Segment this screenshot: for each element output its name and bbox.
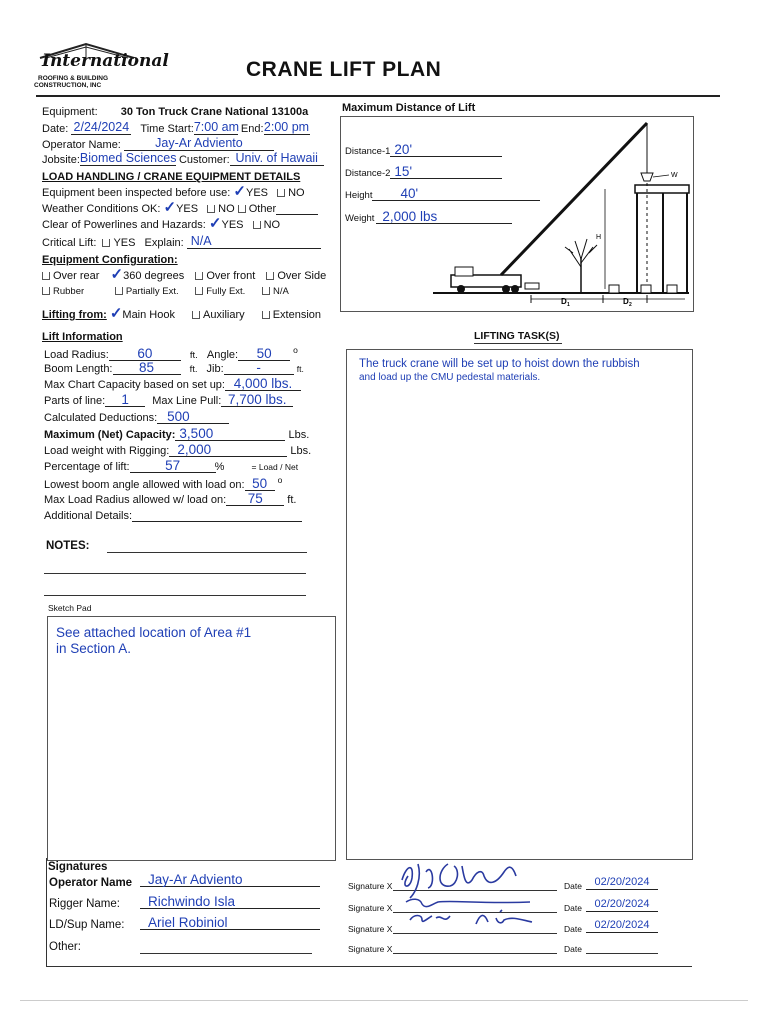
lifting-task-box[interactable] [346,349,693,860]
max-chart-row: Max Chart Capacity based on set up: 4,000 lbs. [44,377,301,391]
load-radius-value: 60 [109,347,181,361]
date-line-4[interactable] [586,953,658,954]
operator-name-value: Jay-Ar Adviento [124,137,274,151]
additional-line[interactable] [132,521,302,522]
critical-yes: YES [113,237,136,249]
height-value: 40' [372,187,540,201]
logo-line1: ROOFING & BUILDING [38,75,109,82]
checkbox-icon[interactable] [42,287,50,295]
config-over-front: Over front [206,270,256,282]
load-radius-row: Load Radius: 60 ft. Angle: 50 $^o$ [44,345,298,361]
weight-row: Weight 2,000 lbs [345,210,512,224]
notes-label: NOTES: [46,540,90,552]
distance1-row: Distance-1 20' [345,143,502,157]
date-label: Date: [42,123,69,135]
lowest-angle-value: 50 [245,477,275,491]
notes-line-3[interactable] [44,595,306,596]
company-logo [30,42,169,94]
checkbox-icon[interactable] [262,311,270,319]
checkbox-icon[interactable] [195,272,203,280]
max-pull-value: 7,700 lbs. [221,393,293,407]
weather-row [42,199,318,216]
checkbox-icon[interactable] [266,272,274,280]
date-label-4: Date [564,944,582,954]
time-start-value: 7:00 am [193,120,239,134]
checkbox-icon[interactable] [262,287,270,295]
signature-label-4: Signature X [348,944,393,954]
crane-diagram-box [340,116,694,312]
powerlines-yes: YES [221,219,244,231]
lifting-main-hook: Main Hook [122,309,175,321]
date-label-3: Date [564,924,582,934]
check-mark-icon: ✓ [233,183,246,200]
net-capacity-row: Maximum (Net) Capacity: 3,500 Lbs. [44,426,310,441]
jib-value: - [224,361,294,375]
jobsite-value: Biomed Sciences [79,151,177,165]
boom-length-value: 85 [113,361,181,375]
jobsite-row [42,152,324,166]
lifting-task-line-1: The truck crane will be set up to hoist down the rubbish [359,358,640,370]
ldsup-sig-name: Ariel Robiniol [140,916,320,930]
time-end-label: End: [240,123,264,135]
rigger-sig-label: Rigger Name: [49,898,120,910]
sketch-pad-label: Sketch Pad [48,603,92,613]
checkbox-icon[interactable] [115,287,123,295]
date-label-1: Date [564,881,582,891]
config-row1 [42,266,327,283]
checkbox-icon[interactable] [238,205,246,213]
powerlines-row [42,215,281,232]
percentage-value: 57 [130,459,216,473]
explain-value: N/A [187,235,321,249]
distance1-value: 20' [390,143,502,157]
inspected-no: NO [288,187,305,199]
check-mark-icon: ✓ [208,215,222,232]
check-mark-icon: ✓ [109,305,123,322]
sig-date-3: 02/20/2024 [586,919,658,933]
checkbox-icon[interactable] [277,189,285,197]
checkbox-icon[interactable] [42,272,50,280]
signatures-heading: Signatures [48,861,108,873]
operator-sig-label: Operator Name [49,877,133,889]
config-row2 [42,286,289,297]
powerlines-label: Clear of Powerlines and Hazards: [42,219,206,231]
operator-sig-name: Jay-Ar Adviento [140,873,320,887]
ldsup-sig-label: LD/Sup Name: [49,919,125,931]
checkbox-icon[interactable] [207,205,215,213]
customer-value: Univ. of Hawaii [230,152,324,166]
deductions-row: Calculated Deductions: 500 [44,410,229,424]
inspected-label: Equipment been inspected before use: [42,187,231,199]
inspected-row [42,183,305,200]
weight-value: 2,000 lbs [376,210,512,224]
lifting-from-label: Lifting from: [42,309,107,321]
max-radius-row: Max Load Radius allowed w/ load on: 75 ft. [44,491,297,506]
percentage-row: Percentage of lift: 57 % = Load / Net [44,458,299,473]
title-rule [36,95,720,97]
max-distance-heading: Maximum Distance of Lift [342,102,476,114]
lifting-auxiliary: Auxiliary [203,309,245,321]
sketch-pad[interactable] [47,616,336,861]
signature-line-4[interactable] [393,953,557,954]
checkbox-icon[interactable] [192,311,200,319]
page-title: CRANE LIFT PLAN [246,58,442,81]
rigger-sig-name: Richwindo Isla [140,895,320,909]
diagram-w-label: W [671,172,678,179]
load-handling-heading: LOAD HANDLING / CRANE EQUIPMENT DETAILS [42,171,301,183]
check-mark-icon: ✓ [163,199,177,216]
checkbox-icon[interactable] [102,239,110,247]
distance2-value: 15' [390,165,502,179]
boom-length-row: Boom Length: 85 ft. Jib: - ft. [44,360,304,375]
explain-label: Explain: [144,237,184,249]
equipment-value: 30 Ton Truck Crane National 13100a [120,106,309,118]
signatures-left-border [46,858,47,966]
powerlines-no: NO [263,219,281,231]
signature-label-3: Signature X [348,924,393,934]
customer-label: Customer: [178,154,230,166]
signature-scribbles [392,858,572,938]
inspected-yes: YES [246,187,269,199]
sig-date-1: 02/20/2024 [586,876,658,890]
time-end-value: 2:00 pm [263,120,310,134]
diagram-h-label: H [596,234,602,241]
time-start-label: Time Start: [140,123,194,135]
net-capacity-value: 3,500 [175,427,285,441]
sketch-text-1: See attached location of Area #1 [56,625,252,640]
weather-other: Other [248,203,277,215]
weather-yes: YES [176,203,199,215]
date-value: 2/24/2024 [71,121,131,135]
equipment-label: Equipment: [42,106,98,118]
notes-line-1[interactable] [107,552,307,553]
lifting-extension: Extension [272,309,321,321]
weather-label: Weather Conditions OK: [42,203,161,215]
deductions-value: 500 [157,410,229,424]
signatures-rule [46,966,692,967]
operator-row [42,137,274,151]
critical-label: Critical Lift: [42,237,97,249]
diagram-d2-subscript: 2 [629,302,632,308]
parts-value: 1 [105,393,145,407]
logo-script: International [42,51,169,71]
lifting-from-row [42,305,321,322]
lowest-angle-row: Lowest boom angle allowed with load on: 50 $^o$ [44,475,283,491]
weather-no: NO [218,203,235,215]
operator-name-label: Operator Name: [42,139,121,151]
weather-other-line[interactable] [276,214,318,215]
config-rubber: Rubber [53,286,85,297]
max-radius-value: 75 [226,492,284,506]
additional-row: Additional Details: [44,510,302,522]
sketch-text-2: in Section A. [56,641,132,656]
lift-info-heading: Lift Information [42,331,123,343]
sig-date-2: 02/20/2024 [586,898,658,912]
checkbox-icon[interactable] [253,221,261,229]
crane-illustration [341,117,691,309]
date-row [42,121,310,135]
config-360: 360 degrees [123,270,185,282]
config-over-rear: Over rear [53,270,100,282]
diagram-d1-subscript: 1 [567,302,570,308]
config-over-side: Over Side [277,270,327,282]
lifting-task-line-2: and load up the CMU pedestal materials. [359,372,541,383]
lifting-task-heading: LIFTING TASK(S) [474,330,560,342]
parts-row: Parts of line: 1 Max Line Pull: 7,700 lbs. [44,393,293,407]
critical-row [42,235,321,249]
max-chart-value: 4,000 lbs. [225,377,301,391]
jobsite-label: Jobsite: [42,154,80,166]
load-weight-row: Load weight with Rigging: 2,000 Lbs. [44,442,312,457]
notes-line-2[interactable] [44,573,306,574]
signature-label-1: Signature X [348,881,393,891]
angle-value: 50 [238,347,290,361]
other-sig-line[interactable] [140,953,312,954]
date-label-2: Date [564,903,582,913]
config-na: N/A [272,286,289,297]
config-fully: Fully Ext. [206,286,246,297]
checkbox-icon[interactable] [195,287,203,295]
load-weight-value: 2,000 [169,443,287,457]
config-partially: Partially Ext. [125,286,179,297]
height-row: Height 40' [345,187,540,201]
page-bottom-rule [20,1000,748,1001]
diagram-d1-label: D [561,297,567,306]
check-mark-icon: ✓ [110,266,124,283]
lifting-task-underline [474,343,562,344]
equipment-row [42,106,308,118]
config-heading: Equipment Configuration: [42,254,178,266]
other-sig-label: Other: [49,941,81,953]
logo-line2: CONSTRUCTION, INC [34,82,102,89]
signature-label-2: Signature X [348,903,393,913]
distance2-row: Distance-2 15' [345,165,502,179]
diagram-d2-label: D [623,297,629,306]
